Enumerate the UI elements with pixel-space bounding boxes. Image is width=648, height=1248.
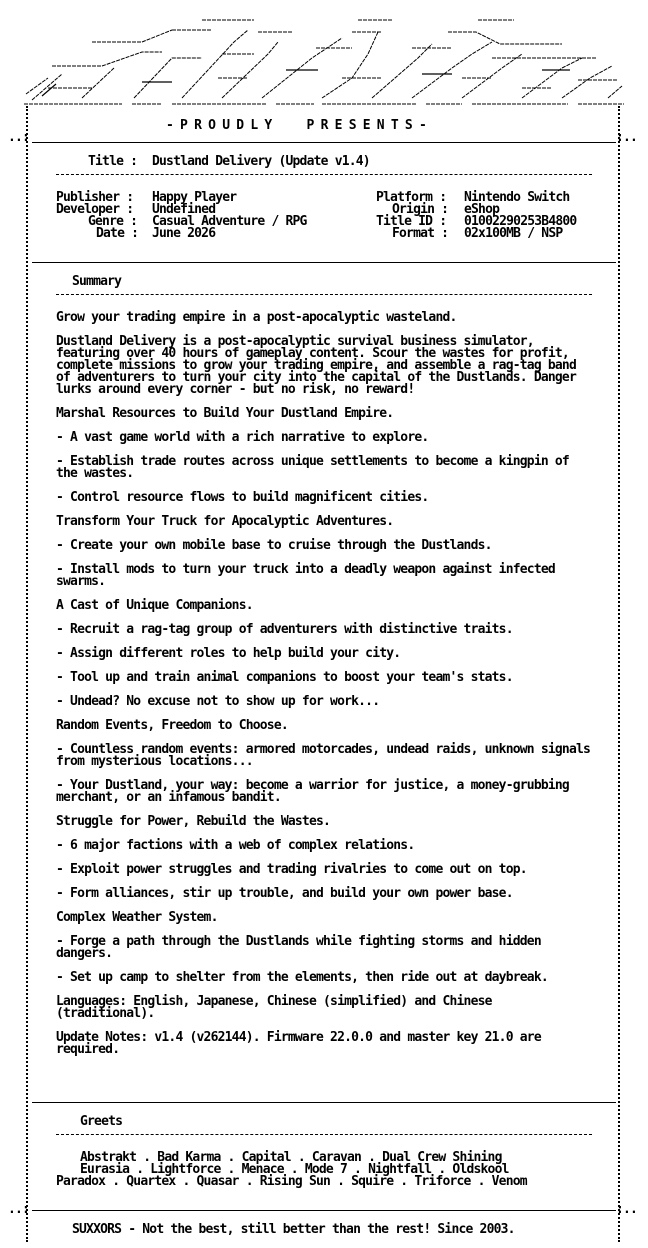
developer-label: Developer : bbox=[56, 202, 134, 217]
date-value: June 2026 bbox=[152, 226, 216, 241]
divider bbox=[32, 1102, 616, 1103]
date-label: Date : bbox=[96, 226, 139, 241]
divider bbox=[32, 262, 616, 263]
summary-paragraph: - Create your own mobile base to cruise through the Dustlands. bbox=[56, 538, 492, 553]
summary-paragraph: - Install mods to turn your truck into a deadly weapon against infected swarms. bbox=[56, 562, 555, 589]
summary-paragraph: - Assign different roles to help build your city. bbox=[56, 646, 401, 661]
summary-paragraph: - 6 major factions with a web of complex relations. bbox=[56, 838, 415, 853]
release-title-label: Title : bbox=[88, 154, 138, 169]
summary-paragraph: Grow your trading empire in a post-apocalyptic wasteland. bbox=[56, 310, 457, 325]
summary-paragraph: - Undead? No excuse not to show up for work... bbox=[56, 694, 380, 709]
summary-paragraph: - Set up camp to shelter from the elements, then ride out at daybreak. bbox=[56, 970, 548, 985]
title-id-label: Title ID : bbox=[376, 214, 447, 229]
release-title: Dustland Delivery (Update v1.4) bbox=[152, 154, 370, 169]
group-logo bbox=[22, 18, 626, 106]
summary-paragraph: Dustland Delivery is a post-apocalyptic survival business simulator, featuring over 40 hours of gameplay content. Scour the wastes for profit, complete missions to grow your trading empire, and assemble a rag-tag band of adventurers to turn your city into the capital of the Dustlands. Danger lurks around every corner - but no risk, no reward! bbox=[56, 334, 576, 397]
summary-paragraph: Struggle for Power, Rebuild the Wastes. bbox=[56, 814, 331, 829]
summary-paragraph: Marshal Resources to Build Your Dustland Empire. bbox=[56, 406, 394, 421]
greets-line: Paradox . Quartex . Quasar . Rising Sun . Squire . Triforce . Venom bbox=[56, 1174, 527, 1189]
summary-paragraph: - Your Dustland, your way: become a warrior for justice, a money-grubbing merchant, or an infamous bandit. bbox=[56, 778, 569, 805]
summary-body bbox=[56, 312, 592, 1068]
summary-heading: Summary bbox=[72, 274, 122, 289]
format-value: 02x100MB / NSP bbox=[464, 226, 563, 241]
publisher-value: Happy Player bbox=[152, 190, 237, 205]
summary-paragraph: - Establish trade routes across unique settlements to become a kingpin of the wastes. bbox=[56, 454, 569, 481]
platform-label: Platform : bbox=[376, 190, 447, 205]
summary-paragraph: - Forge a path through the Dustlands while fighting storms and hidden dangers. bbox=[56, 934, 541, 961]
origin-value: eShop bbox=[464, 202, 500, 217]
frame-right bbox=[618, 106, 622, 1242]
frame-left bbox=[26, 106, 30, 1242]
presents-banner: - P R O U D L Y P R E S E N T S - bbox=[166, 118, 426, 133]
summary-paragraph: - Form alliances, stir up trouble, and build your own power base. bbox=[56, 886, 513, 901]
summary-paragraph: - Recruit a rag-tag group of adventurers with distinctive traits. bbox=[56, 622, 513, 637]
summary-paragraph: Languages: English, Japanese, Chinese (simplified) and Chinese (traditional). bbox=[56, 994, 492, 1021]
developer-value: Undefined bbox=[152, 202, 216, 217]
summary-paragraph: Complex Weather System. bbox=[56, 910, 218, 925]
summary-paragraph: Transform Your Truck for Apocalyptic Adventures. bbox=[56, 514, 394, 529]
format-label: Format : bbox=[392, 226, 449, 241]
title-id-value: 01002290253B4800 bbox=[464, 214, 577, 229]
platform-value: Nintendo Switch bbox=[464, 190, 570, 205]
frame-corner-bl: ..: bbox=[8, 1202, 30, 1217]
summary-paragraph: - Countless random events: armored motorcades, undead raids, unknown signals from mysterious locations... bbox=[56, 742, 591, 769]
greets-line: Eurasia . Lightforce . Menace . Mode 7 . Nightfall . Oldskool bbox=[80, 1162, 509, 1177]
summary-paragraph: - Exploit power struggles and trading rivalries to come out on top. bbox=[56, 862, 527, 877]
greets-line: Abstrakt . Bad Karma . Capital . Caravan . Dual Crew Shining bbox=[80, 1150, 502, 1165]
footer-tagline: SUXXORS - Not the best, still better than the rest! Since 2003. bbox=[72, 1222, 515, 1237]
frame-corner-tl: ..: bbox=[8, 130, 30, 145]
divider-dashed bbox=[56, 1134, 592, 1135]
summary-paragraph: - Control resource flows to build magnificent cities. bbox=[56, 490, 429, 505]
summary-paragraph: Random Events, Freedom to Choose. bbox=[56, 718, 288, 733]
genre-value: Casual Adventure / RPG bbox=[152, 214, 307, 229]
publisher-label: Publisher : bbox=[56, 190, 134, 205]
frame-corner-br: :.. bbox=[616, 1202, 638, 1217]
origin-label: Origin : bbox=[392, 202, 449, 217]
frame-corner-tr: :.. bbox=[616, 130, 638, 145]
divider bbox=[32, 1210, 616, 1211]
genre-label: Genre : bbox=[88, 214, 138, 229]
summary-paragraph: - A vast game world with a rich narrative to explore. bbox=[56, 430, 429, 445]
summary-paragraph: Update Notes: v1.4 (v262144). Firmware 22.0.0 and master key 21.0 are required. bbox=[56, 1030, 541, 1057]
greets-heading: Greets bbox=[80, 1114, 123, 1129]
divider-dashed bbox=[56, 174, 592, 175]
summary-paragraph: A Cast of Unique Companions. bbox=[56, 598, 253, 613]
summary-paragraph: - Tool up and train animal companions to boost your team's stats. bbox=[56, 670, 513, 685]
divider bbox=[32, 142, 616, 143]
divider-dashed bbox=[56, 294, 592, 295]
